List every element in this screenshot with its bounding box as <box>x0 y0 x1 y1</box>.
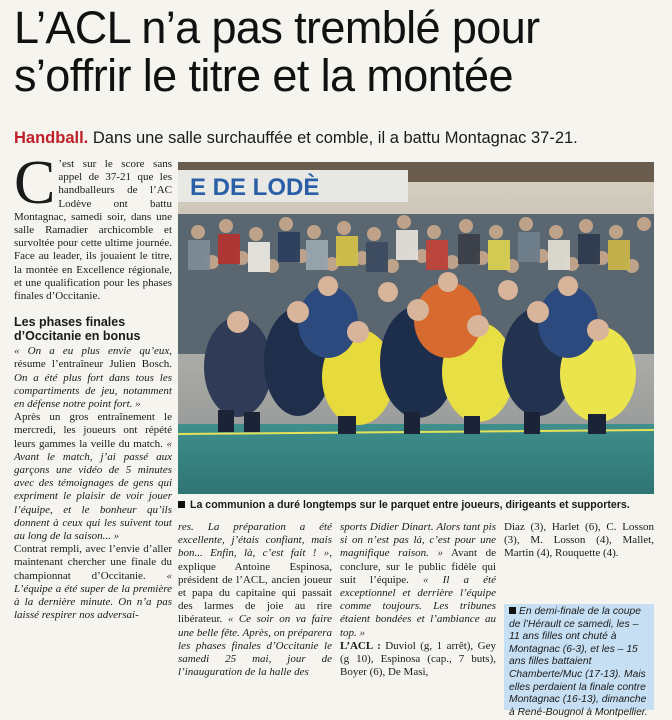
deck <box>14 128 662 148</box>
paragraph-coach-quote <box>14 345 172 411</box>
team-label: L’ACL : <box>340 639 381 652</box>
square-bullet-icon <box>178 501 185 508</box>
youth-results-box <box>504 604 654 718</box>
text: résume l’entraîneur Julien Bosch. <box>14 358 172 371</box>
deck-kicker: Handball. <box>14 129 89 147</box>
text: , explique Antoine Espinosa, président de l’ACL, ancien joueur et papa du capitaine qui passait des larmes de joie au rire libérateur. <box>178 547 332 626</box>
text: Avant de conclure, sur le public fidèle qui suit l’équipe. <box>340 547 496 586</box>
paragraph-training <box>14 411 172 543</box>
lead-paragraph <box>14 149 172 303</box>
team-lineup-continued: Diaz (3), Harlet (6), C. Losson (3), M. Losson (4), Mallet, Martin (4), Rouquette (4). <box>504 521 654 560</box>
article-column-4 <box>504 521 654 561</box>
quote: sports Didier Dinart. Alors tant pis si on n’est pas là, c’est pour une magnifique raison. » <box>340 521 496 560</box>
headline-line-1: L’ACL n’a pas tremblé pour <box>14 2 540 53</box>
square-bullet-icon <box>509 607 516 614</box>
article-column-1 <box>14 149 172 623</box>
quote: « L’équipe a été super de la première à la dernière minute. On n’a pas laissé respirer nos adversai- <box>14 569 172 622</box>
quote: « Avant le match, j’ai passé aux garçons une vidéo de 5 minutes avec des témoignages de gens qui expriment le plaisir de voir jouer l’équipe, et le bonheur qu’ils donnent à ceux qui les suivent tout au long de la saison... » <box>14 437 172 543</box>
lead-text: ’est sur le score sans appel de 37-21 que les handballeurs de l’AC Lodève ont battu Montagnac, samedi soir, dans une salle Ramadier archicomble et survoltée pour cette ultime journée. Face au leader, ils jouaient le titre, la montée en Excellence régionale, et une qualification pour les phases finales d’Occitanie. <box>14 158 172 303</box>
quote: res. La préparation a été excellente, j’étais confiant, mais bon... Enfin, là, c’est fait ! » <box>178 521 332 560</box>
photo-caption <box>178 497 654 514</box>
article-column-3 <box>340 521 496 679</box>
text: Après un gros entraînement le mercredi, les joueurs ont répété leurs gammes la veille du match. <box>14 411 172 450</box>
photo-illustration <box>178 162 654 494</box>
headline-line-2: s’offrir le titre et la montée <box>14 50 513 101</box>
banner-text: E DE LODÈ <box>190 174 320 201</box>
quote: « Ce soir on va faire une belle fête. Après, on préparera les phases finales d’Occitanie le samedi 25 mai, jour de l’inauguration de la halle des <box>178 613 332 679</box>
headline <box>14 4 662 100</box>
quote: « On a eu plus envie qu’eux, <box>14 345 172 358</box>
team-celebration-photo <box>178 162 654 494</box>
team-list: Duviol (g, 1 arrêt), Gey (g 10), Espinosa (cap., 7 buts), Boyer (6), De Masi, <box>340 639 496 679</box>
subhead: Les phases finales d’Occitanie en bonus <box>14 315 141 344</box>
paragraph <box>340 521 496 640</box>
quote: « Il a été exceptionnel et derrière l’équipe comme toujours. Les tribunes étaient bondées et l’ambiance au top. » <box>340 573 496 639</box>
caption-text: La communion a duré longtemps sur le parquet entre joueurs, dirigeants et supporters. <box>190 499 630 511</box>
article-column-2 <box>178 521 332 679</box>
paragraph-contract <box>14 543 172 622</box>
paragraph <box>178 521 332 679</box>
drop-cap: C <box>14 149 56 217</box>
quote: On a été plus fort dans tous les compartiments de jeu, notamment en défense notre point fort. » <box>14 371 172 411</box>
text: Contrat rempli, avec l’envie d’aller maintenant chercher une finale du championnat d’Occitanie. <box>14 543 172 582</box>
team-lineup <box>340 640 496 680</box>
deck-text: Dans une salle surchauffée et comble, il a battu Montagnac 37-21. <box>88 129 578 147</box>
box-text: En demi-finale de la coupe de l’Hérault ce samedi, les – 11 ans filles ont chuté à Montagnac (6-3), et les – 15 ans filles battaient Chamberte/Muc (17-13). Mais elles perdaient la finale contre Montagnac (16-13), dimanche à René-Bougnol à Montpellier. <box>509 606 648 718</box>
